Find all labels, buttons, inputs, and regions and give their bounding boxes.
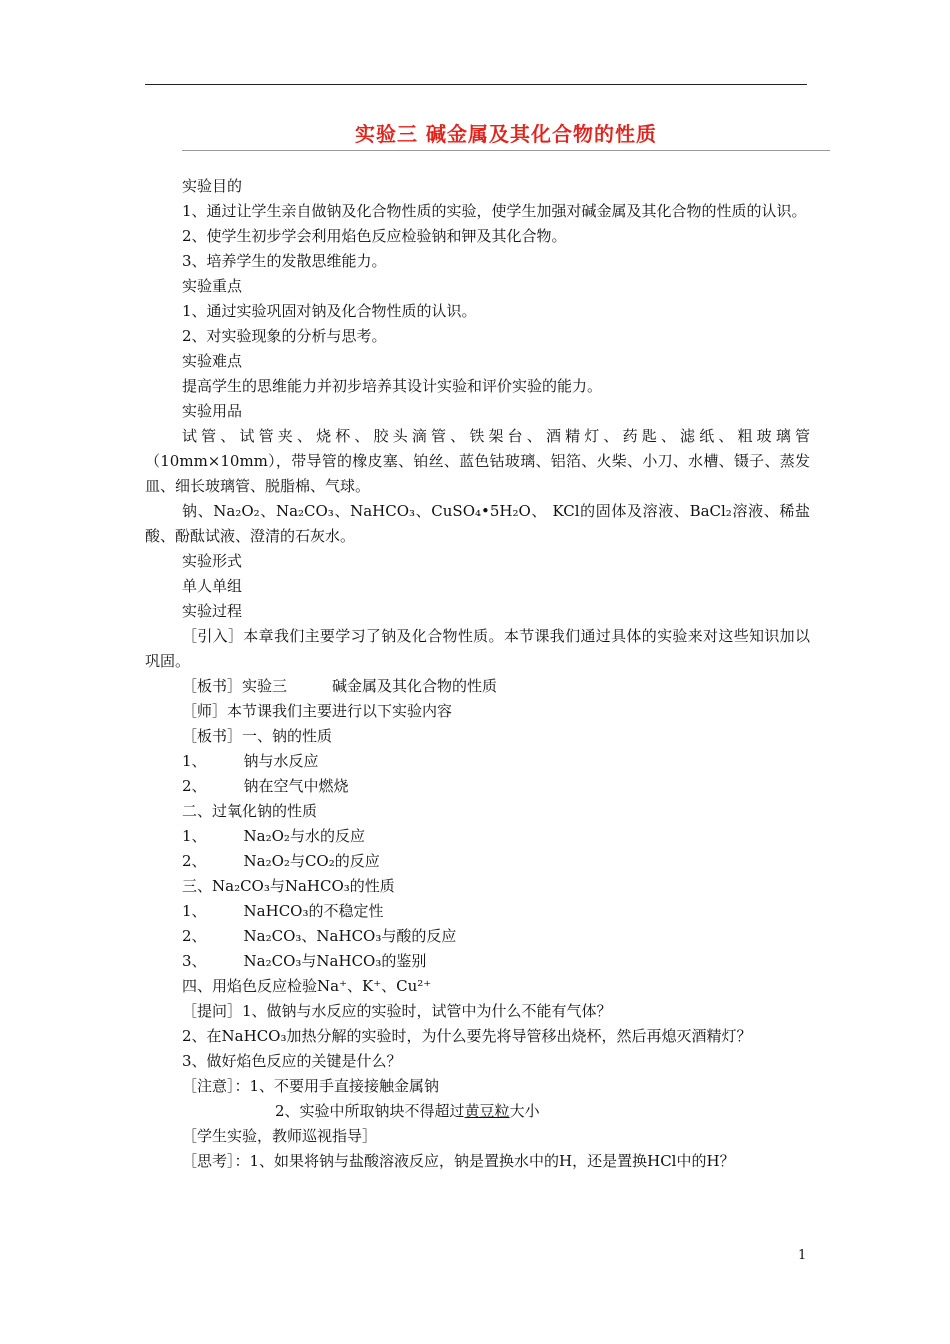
key-point-1: 1、通过实验巩固对钠及化合物性质的认识。	[182, 302, 477, 320]
board-section-3: 三、Na₂CO₃与NaHCO₃的性质	[182, 877, 395, 895]
item-2-1	[145, 824, 810, 849]
materials-apparatus: 试管、试管夹、烧杯、胶头滴管、铁架台、酒精灯、药匙、滤纸、粗玻璃管（10mm×10mm），带导管的橡皮塞、铂丝、蓝色钴玻璃、铝箔、火柴、小刀、水槽、镊子、蒸发皿、细长玻璃管、脱脂棉、气球。	[145, 427, 810, 495]
key-point-2: 2、对实验现象的分析与思考。	[182, 327, 387, 345]
materials-reagents	[145, 499, 810, 549]
item-number: 1、	[182, 902, 207, 920]
board-title: 碱金属及其化合物的性质	[332, 677, 498, 695]
item-number: 2、	[182, 777, 207, 795]
item-number: 1、	[182, 752, 207, 770]
note-2-suffix: 大小	[509, 1102, 540, 1120]
item-text: Na₂CO₃与NaHCO₃的鉴别	[243, 952, 427, 970]
item-text: 钠在空气中燃烧	[243, 777, 349, 795]
format-text: 单人单组	[182, 577, 243, 595]
reagent-cuso4: CuSO₄•5H₂O	[431, 502, 531, 520]
heading-objectives: 实验目的	[182, 177, 243, 195]
reagent-bacl2: BaCl₂	[689, 502, 732, 520]
item-number: 3、	[182, 952, 207, 970]
board-label: ［板书］实验三	[182, 677, 288, 695]
item-text: Na₂CO₃、NaHCO₃与酸的反应	[243, 927, 457, 945]
item-1-1	[145, 749, 810, 774]
item-1-2	[145, 774, 810, 799]
note-2-prefix: 2、实验中所取钠块不得超过	[275, 1102, 465, 1120]
board-section-2: 二、过氧化钠的性质	[182, 802, 318, 820]
reagent-kcl: 、 KCl的固体及溶液、	[530, 502, 690, 520]
board-heading	[145, 674, 810, 699]
document-body	[145, 174, 810, 1174]
think-question: ［思考］：1、如果将钠与盐酸溶液反应，钠是置换水中的H，还是置换HCl中的H？	[182, 1152, 735, 1170]
item-number: 1、	[182, 827, 207, 845]
reagent-nahco3: NaHCO₃	[350, 502, 416, 520]
header-rule	[145, 84, 807, 85]
item-3-3	[145, 949, 810, 974]
question-3: 3、做好焰色反应的关键是什么？	[182, 1052, 402, 1070]
page-title: 实验三 碱金属及其化合物的性质	[182, 120, 830, 151]
teacher-line: ［师］本节课我们主要进行以下实验内容	[182, 702, 453, 720]
item-text: Na₂O₂与CO₂的反应	[243, 852, 380, 870]
reagent-na2co3: Na₂CO₃	[275, 502, 334, 520]
board-section-1: ［板书］一、钠的性质	[182, 727, 333, 745]
question-1: ［提问］1、做钠与水反应的实验时，试管中为什么不能有气体？	[182, 1002, 612, 1020]
note-1: ［注意］：1、不要用手直接接触金属钠	[182, 1077, 440, 1095]
reagent-separator: 、	[259, 502, 276, 520]
objective-2: 2、使学生初步学会利用焰色反应检验钠和钾及其化合物。	[182, 227, 567, 245]
difficulty-text: 提高学生的思维能力并初步培养其设计实验和评价实验的能力。	[182, 377, 603, 395]
board-section-4: 四、用焰色反应检验Na⁺、K⁺、Cu²⁺	[182, 977, 432, 995]
reagent-na2o2: Na₂O₂	[213, 502, 260, 520]
heading-format: 实验形式	[182, 552, 243, 570]
reagent-separator: 、	[415, 502, 432, 520]
question-2: 2、在NaHCO₃加热分解的实验时，为什么要先将导管移出烧杯，然后再熄灭酒精灯？	[182, 1027, 752, 1045]
heading-difficulties: 实验难点	[182, 352, 243, 370]
item-3-2	[145, 924, 810, 949]
heading-process: 实验过程	[182, 602, 243, 620]
item-text: Na₂O₂与水的反应	[243, 827, 365, 845]
process-intro: ［引入］本章我们主要学习了钠及化合物性质。本节课我们通过具体的实验来对这些知识加以巩固。	[145, 627, 810, 670]
reagent-separator: 、	[333, 502, 351, 520]
reagent-remaining: 溶液、稀盐酸、酚酞试液、澄清的石灰水。	[145, 502, 810, 545]
item-number: 2、	[182, 927, 207, 945]
heading-key-points: 实验重点	[182, 277, 243, 295]
reagent-sodium: 钠、	[182, 502, 214, 520]
objective-1: 1、通过让学生亲自做钠及化合物性质的实验，使学生加强对碱金属及其化合物的性质的认识。	[182, 202, 807, 220]
item-text: NaHCO₃的不稳定性	[243, 902, 384, 920]
note-2	[145, 1099, 810, 1124]
item-3-1	[145, 899, 810, 924]
item-2-2	[145, 849, 810, 874]
page-number: 1	[798, 1248, 807, 1263]
item-number: 2、	[182, 852, 207, 870]
note-2-underlined: 黄豆粒	[464, 1102, 510, 1120]
student-experiment: ［学生实验，教师巡视指导］	[182, 1127, 378, 1145]
item-text: 钠与水反应	[243, 752, 319, 770]
heading-materials: 实验用品	[182, 402, 243, 420]
objective-3: 3、培养学生的发散思维能力。	[182, 252, 387, 270]
